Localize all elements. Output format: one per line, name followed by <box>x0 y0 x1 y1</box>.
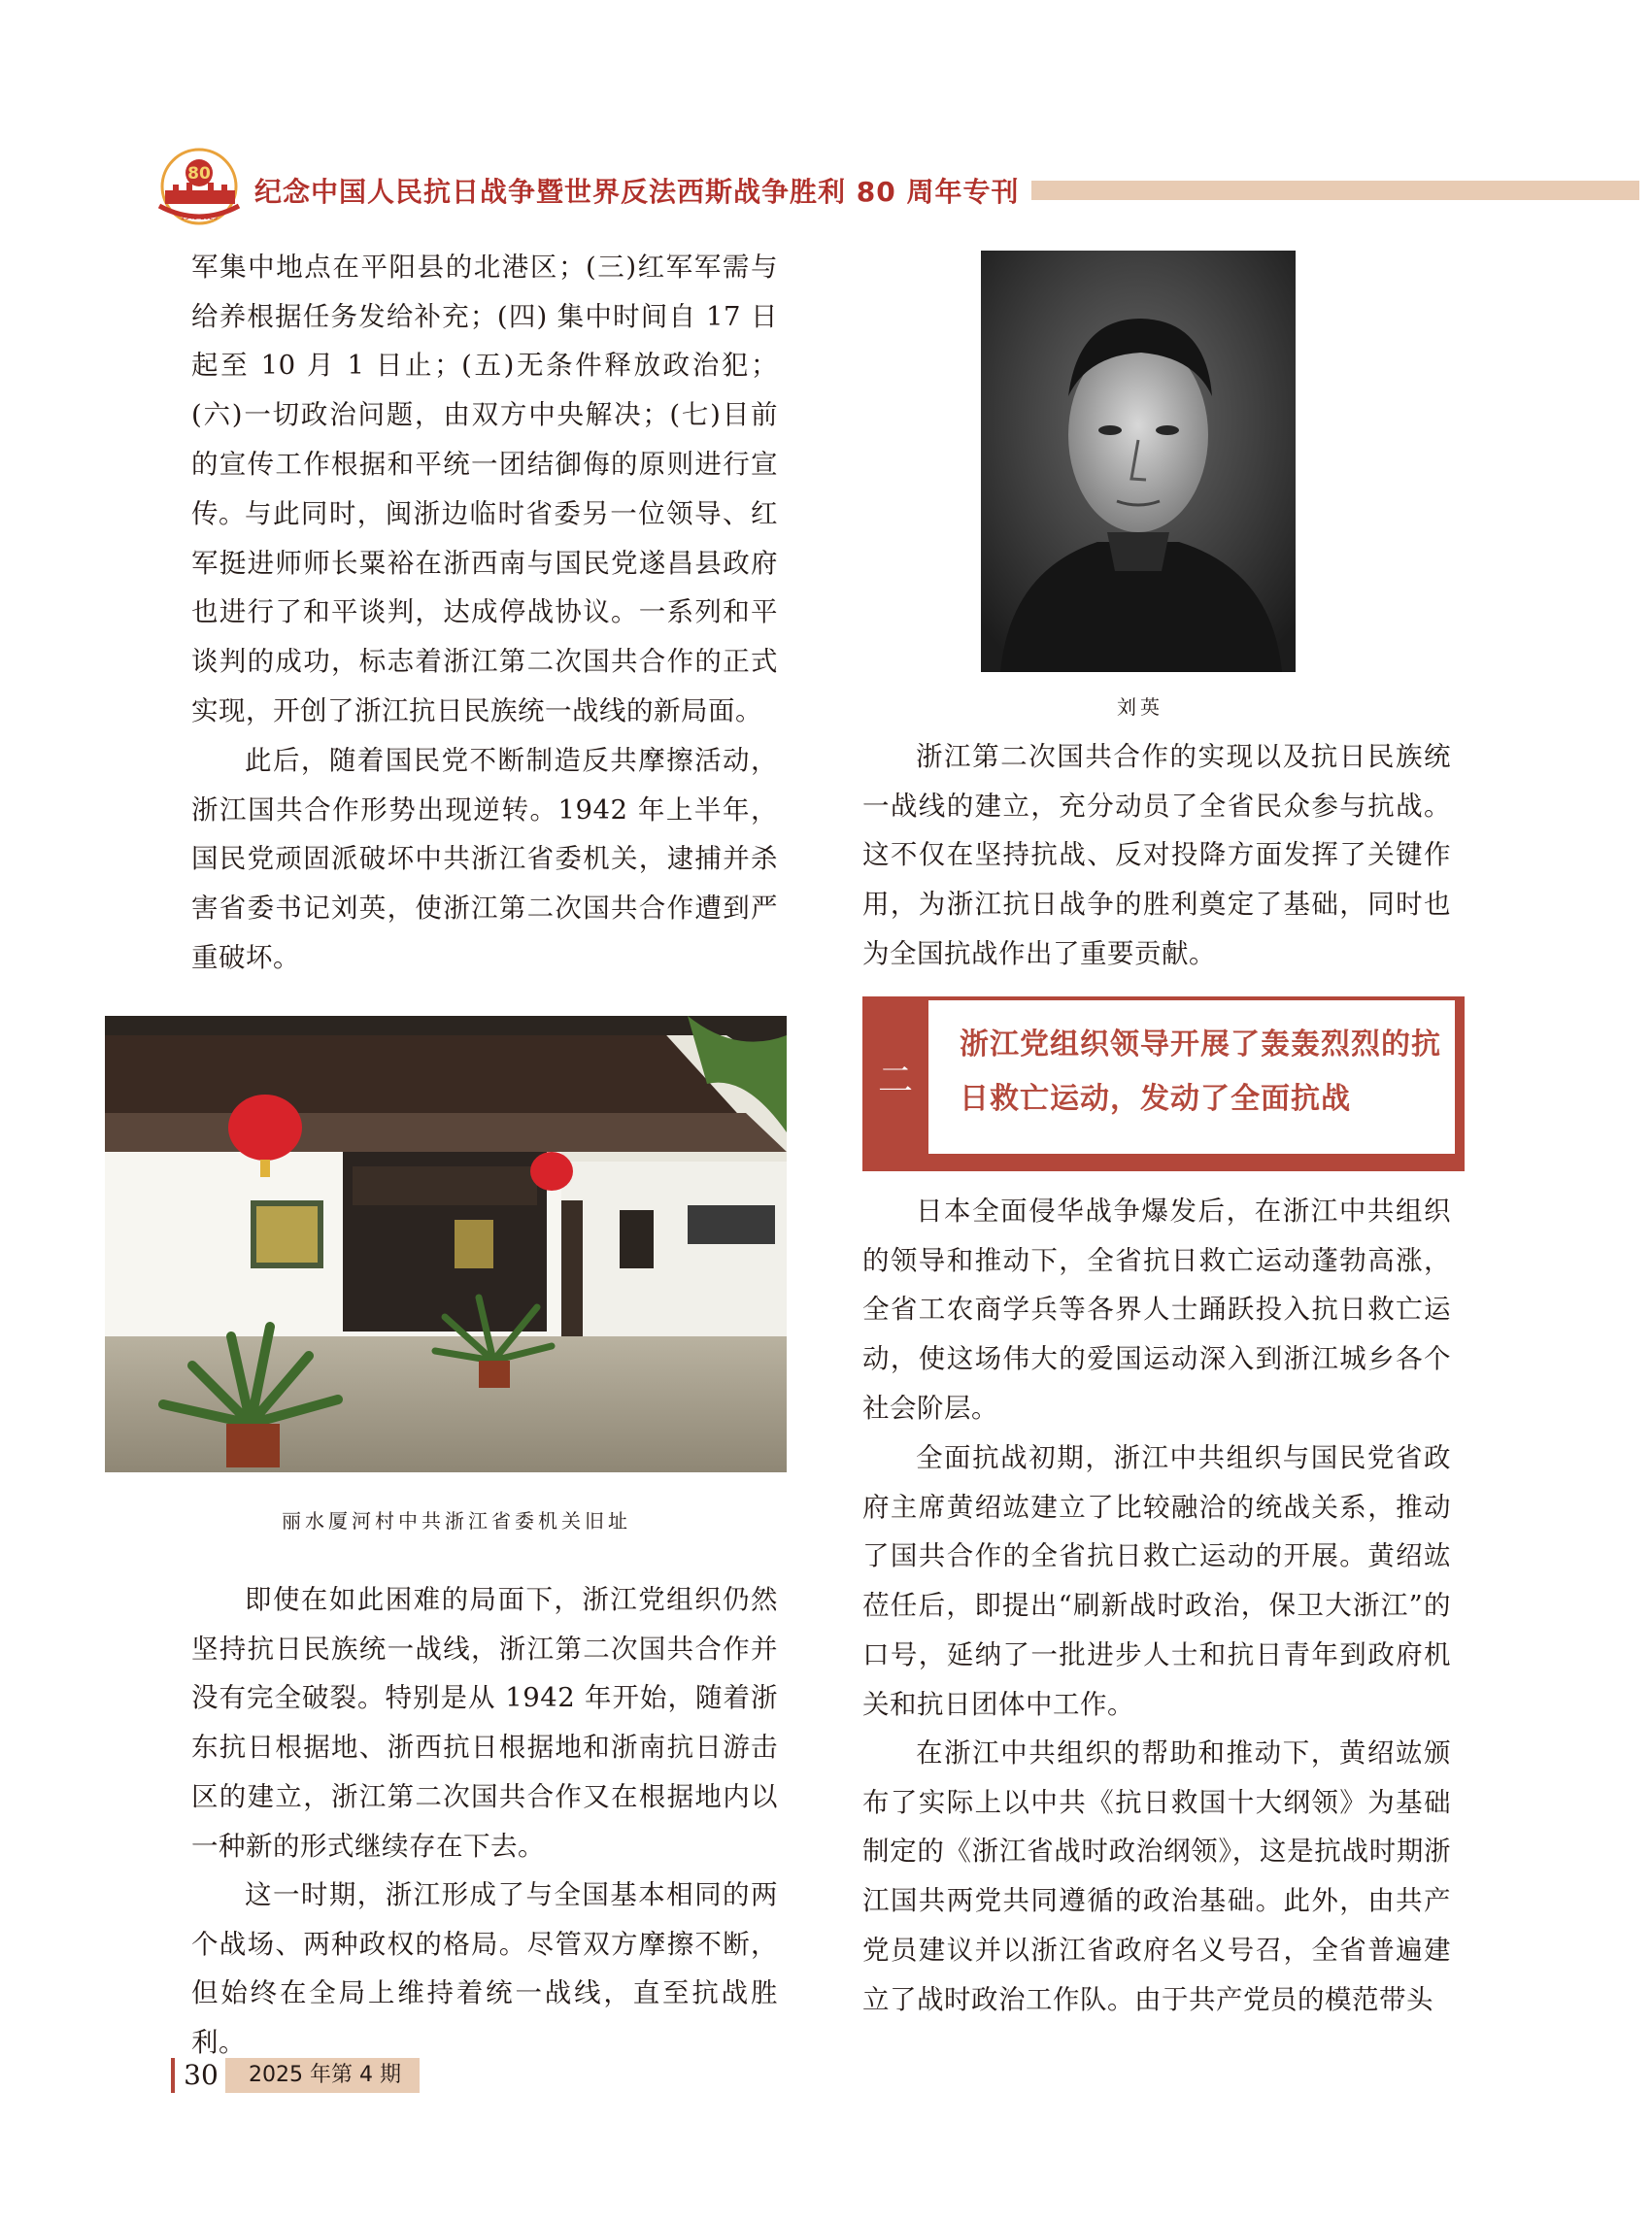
right-paragraph-2: 日本全面侵华战争爆发后，在浙江中共组织的领导和推动下，全省抗日救亡运动蓬勃高涨，全省工农商学兵等各界人士踊跃投入抗日救亡运动，使这场伟大的爱国运动深入到浙江城乡各个社会阶层。 <box>862 1196 1451 1424</box>
right-paragraph-3: 全面抗战初期，浙江中共组织与国民党省政府主席黄绍竑建立了比较融洽的统战关系，推动了国共合作的全省抗日救亡运动的开展。黄绍竑莅任后，即提出“刷新战时政治，保卫大浙江”的口号，延纳了一批进步人士和抗日青年到政府机关和抗日团体中工作。 <box>862 1442 1451 1720</box>
section-heading: 浙江党组织领导开展了轰轰烈烈的抗日救亡运动，发动了全面抗战 <box>960 1028 1441 1116</box>
section-heading-box <box>862 996 1465 1171</box>
left-paragraph-1: 军集中地点在平阳县的北港区；(三)红军军需与给养根据任务发给补充；(四) 集中时间自 17 日起至 10 月 1 日止；(五)无条件释放政治犯；(六)一切政治问题，由双方中央解决；(七)目前的宣传工作根据和平统一团结御侮的原则进行宣传。 <box>191 252 778 529</box>
anniversary-logo <box>153 146 246 225</box>
header-band <box>1031 181 1639 200</box>
left-paragraph-3: 此后，随着国民党不断制造反共摩擦活动，浙江国共合作形势出现逆转。1942 年上半年，国民党顽固派破坏中共浙江省委机关，逮捕并杀害省委书记刘英，使浙江第二次国共合作遭到严重破坏。 <box>191 745 778 973</box>
section-number: 二 <box>877 1060 913 1100</box>
portrait-caption: 刘英 <box>1117 695 1163 719</box>
section-heading-panel <box>928 1000 1455 1154</box>
liu-ying-portrait-photo <box>981 251 1296 672</box>
logo-years: 1945-2025 <box>180 214 219 221</box>
site-photo-caption: 丽水厦河村中共浙江省委机关旧址 <box>282 1509 631 1533</box>
left-paragraph-4: 即使在如此困难的局面下，浙江党组织仍然坚持抗日民族统一战线，浙江第二次国共合作并没有完全破裂。特别是从 1942 年开始，随着浙东抗日根据地、浙西抗日根据地和浙南抗日游击区的建立，浙江第二次国共合作又在根据地内以一种新的形式继续存在下去。 <box>191 1584 778 1862</box>
left-paragraph-5: 这一时期，浙江形成了与全国基本相同的两个战场、两种政权的格局。尽管双方摩擦不断，但始终在全局上维持着统一战线，直至抗战胜利。 <box>191 1879 778 2059</box>
right-paragraph-4: 在浙江中共组织的帮助和推动下，黄绍竑颁布了实际上以中共《抗日救国十大纲领》为基础制定的《浙江省战时政治纲领》，这是抗战时期浙江国共两党共同遵循的政治基础。此外，由共产党员建议并以浙江省政府名义号召，全省普遍建立了战时政治工作队。由于共产党员的模范带头 <box>862 1737 1451 2015</box>
left-paragraph-2: 与此同时，闽浙边临时省委另一位领导、红军挺进师师长粟裕在浙西南与国民党遂昌县政府也进行了和平谈判，达成停战协议。一系列和平谈判的成功，标志着浙江第二次国共合作的正式实现，开创了浙江抗日民族统一战线的新局面。 <box>191 498 778 726</box>
provincial-committee-site-photo <box>105 1016 787 1472</box>
issue-label: 2025 年第 4 期 <box>225 2058 420 2093</box>
logo-number: 80 <box>187 164 211 184</box>
right-paragraph-1: 浙江第二次国共合作的实现以及抗日民族统一战线的建立，充分动员了全省民众参与抗战。这不仅在坚持抗战、反对投降方面发挥了关键作用，为浙江抗日战争的胜利奠定了基础，同时也为全国抗战作出了重要贡献。 <box>862 741 1451 969</box>
page-number: 30 <box>171 2058 227 2093</box>
issue-header-title: 纪念中国人民抗日战争暨世界反法西斯战争胜利 80 周年专刊 <box>254 176 1020 208</box>
